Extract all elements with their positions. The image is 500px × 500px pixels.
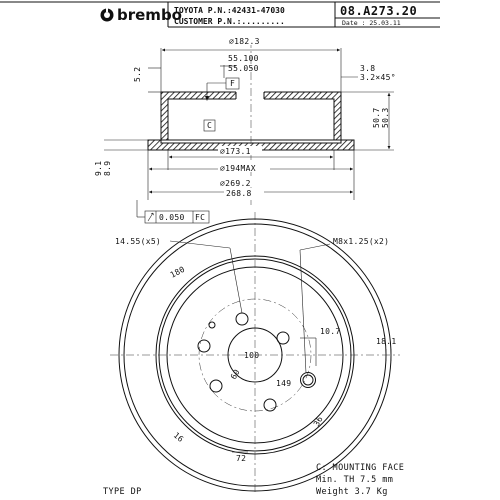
dim-149: 149 bbox=[276, 379, 292, 388]
dim-disc-thickness-lower: 8.9 bbox=[103, 160, 112, 176]
title-block bbox=[0, 2, 440, 27]
dim-disc-thickness-upper: 9.1 bbox=[94, 160, 103, 176]
note-weight: Weight 3.7 Kg bbox=[316, 487, 388, 497]
brand-name: brembo bbox=[117, 6, 182, 24]
dim-outer-hat-diameter: ∅182.3 bbox=[229, 37, 260, 46]
dim-disc-diameter-lower: 268.8 bbox=[226, 189, 252, 198]
dim-36: 36 bbox=[311, 414, 325, 428]
dim-72: 72 bbox=[236, 454, 247, 463]
dim-60: 60 bbox=[228, 367, 242, 381]
runout-tolerance-value: 0.050 bbox=[159, 213, 185, 222]
drawing-date: Date : 25.03.11 bbox=[342, 19, 401, 27]
customer-part-number: CUSTOMER P.N.:......... bbox=[174, 17, 285, 26]
dim-hat-thickness: 5.2 bbox=[133, 66, 142, 82]
dim-total-height-lower: 50.3 bbox=[381, 107, 390, 128]
notes bbox=[103, 463, 404, 497]
dim-chamfer-lower: 3.2×45° bbox=[360, 73, 396, 82]
dim-180: 180 bbox=[168, 264, 187, 280]
toyota-part-number: TOYOTA P.N.:42431-47030 bbox=[174, 6, 285, 15]
plan-view bbox=[110, 212, 400, 495]
runout-tolerance-frame bbox=[145, 211, 209, 223]
section-view bbox=[94, 36, 396, 223]
runout-datum-refs: FC bbox=[195, 213, 206, 222]
dim-hat-inner-diameter: ∅173.1 bbox=[220, 147, 251, 156]
dim-chamfer-upper: 3.8 bbox=[360, 64, 376, 73]
dim-hub-bore-lower: 55.050 bbox=[228, 64, 259, 73]
dim-18-1: 18.1 bbox=[376, 337, 397, 346]
brembo-part-number: 08.A273.20 bbox=[340, 4, 418, 18]
dim-max-diameter: ∅194MAX bbox=[220, 164, 256, 173]
datum-c-label: C bbox=[207, 121, 213, 130]
dim-10-7: 10.7 bbox=[320, 327, 341, 336]
dim-thread-holes: M8x1.25(x2) bbox=[333, 237, 390, 246]
dim-disc-diameter-upper: ∅269.2 bbox=[220, 179, 251, 188]
dim-100: 100 bbox=[244, 351, 260, 360]
note-type: TYPE DP bbox=[103, 487, 142, 497]
dim-16: 16 bbox=[171, 430, 186, 445]
runout-icon bbox=[148, 213, 153, 221]
note-min-thickness: Min. TH 7.5 mm bbox=[316, 475, 394, 485]
dim-total-height-upper: 50.7 bbox=[372, 107, 381, 128]
dim-hub-bore-upper: 55.100 bbox=[228, 54, 259, 63]
note-mounting-face: C: MOUNTING FACE bbox=[316, 463, 405, 473]
dim-bolt-holes: 14.55(x5) bbox=[115, 237, 162, 246]
brembo-logo bbox=[101, 6, 182, 24]
datum-f-label: F bbox=[230, 79, 236, 88]
